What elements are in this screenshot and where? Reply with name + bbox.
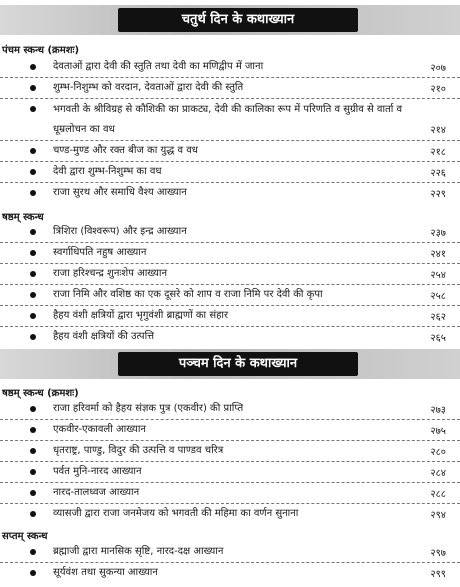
item-text: धृतराष्ट्र, पाण्डु, विदुर की उत्पत्ति व पाण्डव चरित्र <box>53 445 224 456</box>
divider <box>0 77 460 78</box>
divider <box>0 461 460 462</box>
day5-header-title: पञ्चम दिन के कथाख्यान <box>118 352 358 376</box>
divider <box>0 182 460 183</box>
bullet-icon <box>30 148 36 154</box>
divider <box>0 161 460 162</box>
item-page: २६५ <box>430 333 446 344</box>
item-text: राजा सुरथ और समाधि वैश्य आख्यान <box>53 187 187 198</box>
item-text: राजा निमि और वशिष्ठ का एक दूसरे को शाप व राजा निमि पर देवी की कृपा <box>53 289 323 300</box>
bullet-icon <box>30 85 36 91</box>
item-text: ब्रह्माजी द्वारा मानसिक सृष्टि, नारद-दक्ष आख्यान <box>53 546 224 557</box>
item-text: देवी द्वारा शुम्भ-निशुम्भ का वध <box>53 166 162 177</box>
item-page: २८८ <box>430 489 446 500</box>
item-text: चण्ड-मुण्ड और रक्त बीज का युद्ध व वध <box>53 145 198 156</box>
skandha6-heading: षष्ठम् स्कन्ध <box>2 212 44 223</box>
skandha6-cont-heading: षष्ठम् स्कन्ध (क्रमशः) <box>2 388 79 399</box>
item-text: देवताओं द्वारा देवी की स्तुति तथा देवी का मणिद्वीप में जाना <box>53 61 264 72</box>
divider <box>0 284 460 285</box>
divider <box>0 305 460 306</box>
item-text: शुम्भ-निशुम्भ को वरदान, देवताओं द्वारा देवी की स्तुति <box>53 82 244 93</box>
bullet-icon <box>30 549 36 555</box>
item-text: पर्वत मुनि-नारद आख्यान <box>53 466 142 477</box>
divider <box>0 98 460 99</box>
item-text: स्वर्गाधिपति नहुष आख्यान <box>53 247 147 258</box>
divider <box>0 419 460 420</box>
bullet-icon <box>30 229 36 235</box>
item-text: राजा हरिवर्मा को हैहय संज्ञक पुत्र (एकवीर) की प्राप्ति <box>53 403 244 414</box>
item-page: २५४ <box>430 270 446 281</box>
divider <box>0 140 460 141</box>
item-page: २८० <box>430 447 446 458</box>
item-text: हैहय वंशी क्षत्रियों की उत्पत्ति <box>53 331 155 342</box>
divider <box>0 503 460 504</box>
item-page: २७५ <box>430 426 446 437</box>
bullet-icon <box>30 427 36 433</box>
item-page: २३७ <box>430 228 446 239</box>
divider <box>0 326 460 327</box>
item-text: राजा हरिश्चन्द्र शुनःशेप आख्यान <box>53 268 168 279</box>
item-page: २७३ <box>430 405 446 416</box>
item-page: २५८ <box>430 291 446 302</box>
item-page: २२९ <box>430 189 446 200</box>
bullet-icon <box>30 292 36 298</box>
bullet-icon <box>30 271 36 277</box>
bullet-icon <box>30 169 36 175</box>
item-text: हैहय वंशी क्षत्रियों द्वारा भृगुवंशी ब्राह्मणों का संहार <box>53 310 229 321</box>
bullet-icon <box>30 448 36 454</box>
item-text: एकवीर-एकावली आख्यान <box>53 424 146 435</box>
bullet-icon <box>30 406 36 412</box>
item-page: २०७ <box>430 63 446 74</box>
item-page: २९४ <box>430 510 446 521</box>
item-page: २९७ <box>430 548 446 559</box>
item-text: भगवती के श्रीविग्रह से कौशिकी का प्राकट्य, देवी की कालिका रूप में परिणति व सुग्रीव से वार्ता व धूम्रलोचन का वध <box>53 104 403 135</box>
item-page: २९९ <box>430 569 446 580</box>
item-text: व्यासजी द्वारा राजा जनमेजय को भगवती की महिमा का वर्णन सुनाना <box>53 508 299 519</box>
divider <box>0 482 460 483</box>
bullet-icon <box>30 64 36 70</box>
item-page: २२६ <box>430 168 446 179</box>
bullet-icon <box>30 490 36 496</box>
item-text: त्रिशिरा (विश्वरूप) और इन्द्र आख्यान <box>53 226 187 237</box>
divider <box>0 562 460 563</box>
day4-header-title: चतुर्थ दिन के कथाख्यान <box>118 8 358 32</box>
bullet-icon <box>30 250 36 256</box>
item-page: २१४ <box>430 125 446 136</box>
divider <box>0 242 460 243</box>
item-page: २४१ <box>430 249 446 260</box>
divider <box>0 263 460 264</box>
bullet-icon <box>30 469 36 475</box>
skandha7-heading: सप्तम् स्कन्ध <box>2 531 48 542</box>
bullet-icon <box>30 190 36 196</box>
item-page: २६२ <box>430 312 446 323</box>
bullet-icon <box>30 334 36 340</box>
item-text: सूर्यवंश तथा सुकन्या आख्यान <box>53 567 158 578</box>
bullet-icon <box>30 511 36 517</box>
skandha5-heading: पंचम स्कन्ध (क्रमशः) <box>2 45 80 56</box>
bullet-icon <box>30 106 36 112</box>
bullet-icon <box>30 570 36 576</box>
item-page: २१० <box>430 84 446 95</box>
bullet-icon <box>30 313 36 319</box>
item-page: २१८ <box>430 147 446 158</box>
item-text: नारद-तालध्वज आख्यान <box>53 487 140 498</box>
divider <box>0 440 460 441</box>
item-page: २८४ <box>430 468 446 479</box>
